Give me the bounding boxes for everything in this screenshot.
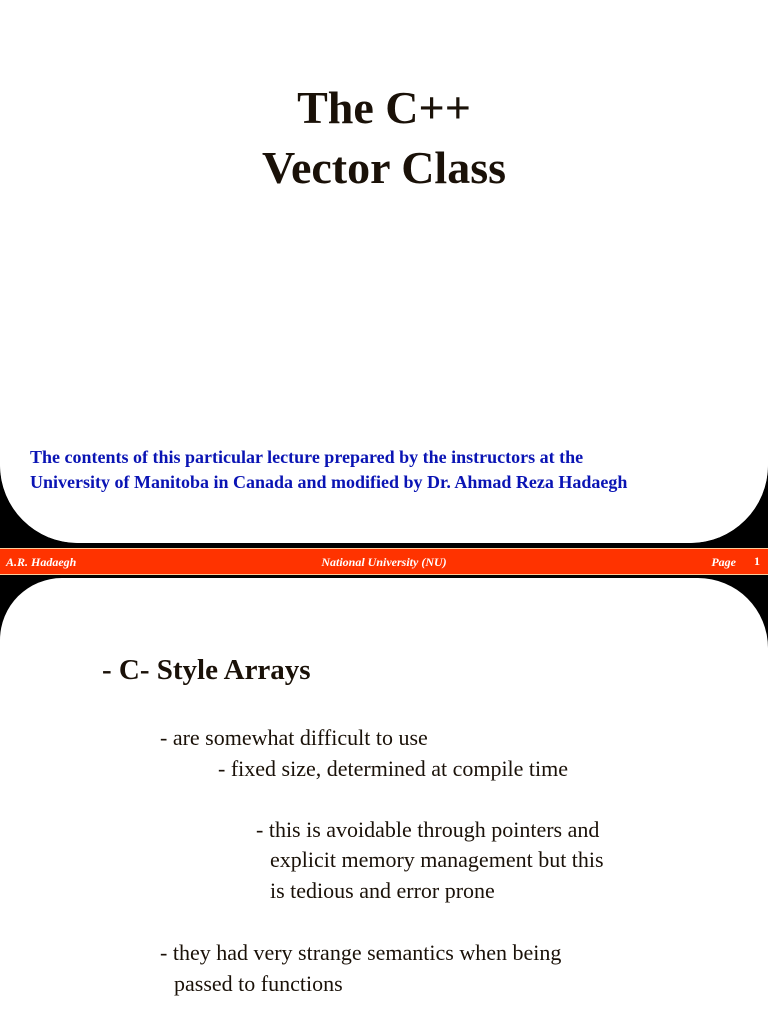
bullet-line: passed to functions (174, 971, 343, 996)
bullet-line: explicit memory management but this (270, 847, 604, 872)
credit-note (30, 445, 760, 495)
bullet-line: - fixed size, determined at compile time (218, 756, 569, 781)
credit-line-1: The contents of this particular lecture prepared by the instructors at the (30, 447, 584, 467)
slide-2 (0, 578, 768, 1024)
footer-page-label: Page (711, 555, 736, 569)
bullet-line: - this is avoidable through pointers and (256, 817, 600, 842)
bullet-line: is tedious and error prone (270, 878, 495, 903)
slide-footer (0, 548, 768, 575)
title-line-1: The C++ (297, 82, 471, 133)
slide-title (0, 78, 768, 198)
slide-heading: - C- Style Arrays (102, 654, 311, 686)
footer-institution: National University (NU) (321, 555, 447, 569)
bullet-line: - they had very strange semantics when being (160, 940, 562, 965)
credit-line-2: University of Manitoba in Canada and modified by Dr. Ahmad Reza Hadaegh (30, 472, 628, 492)
title-line-2: Vector Class (261, 142, 507, 193)
footer-page-number: 1 (754, 554, 760, 568)
bullet-line: - are somewhat difficult to use (160, 725, 428, 750)
footer-author: A.R. Hadaegh (6, 555, 77, 569)
